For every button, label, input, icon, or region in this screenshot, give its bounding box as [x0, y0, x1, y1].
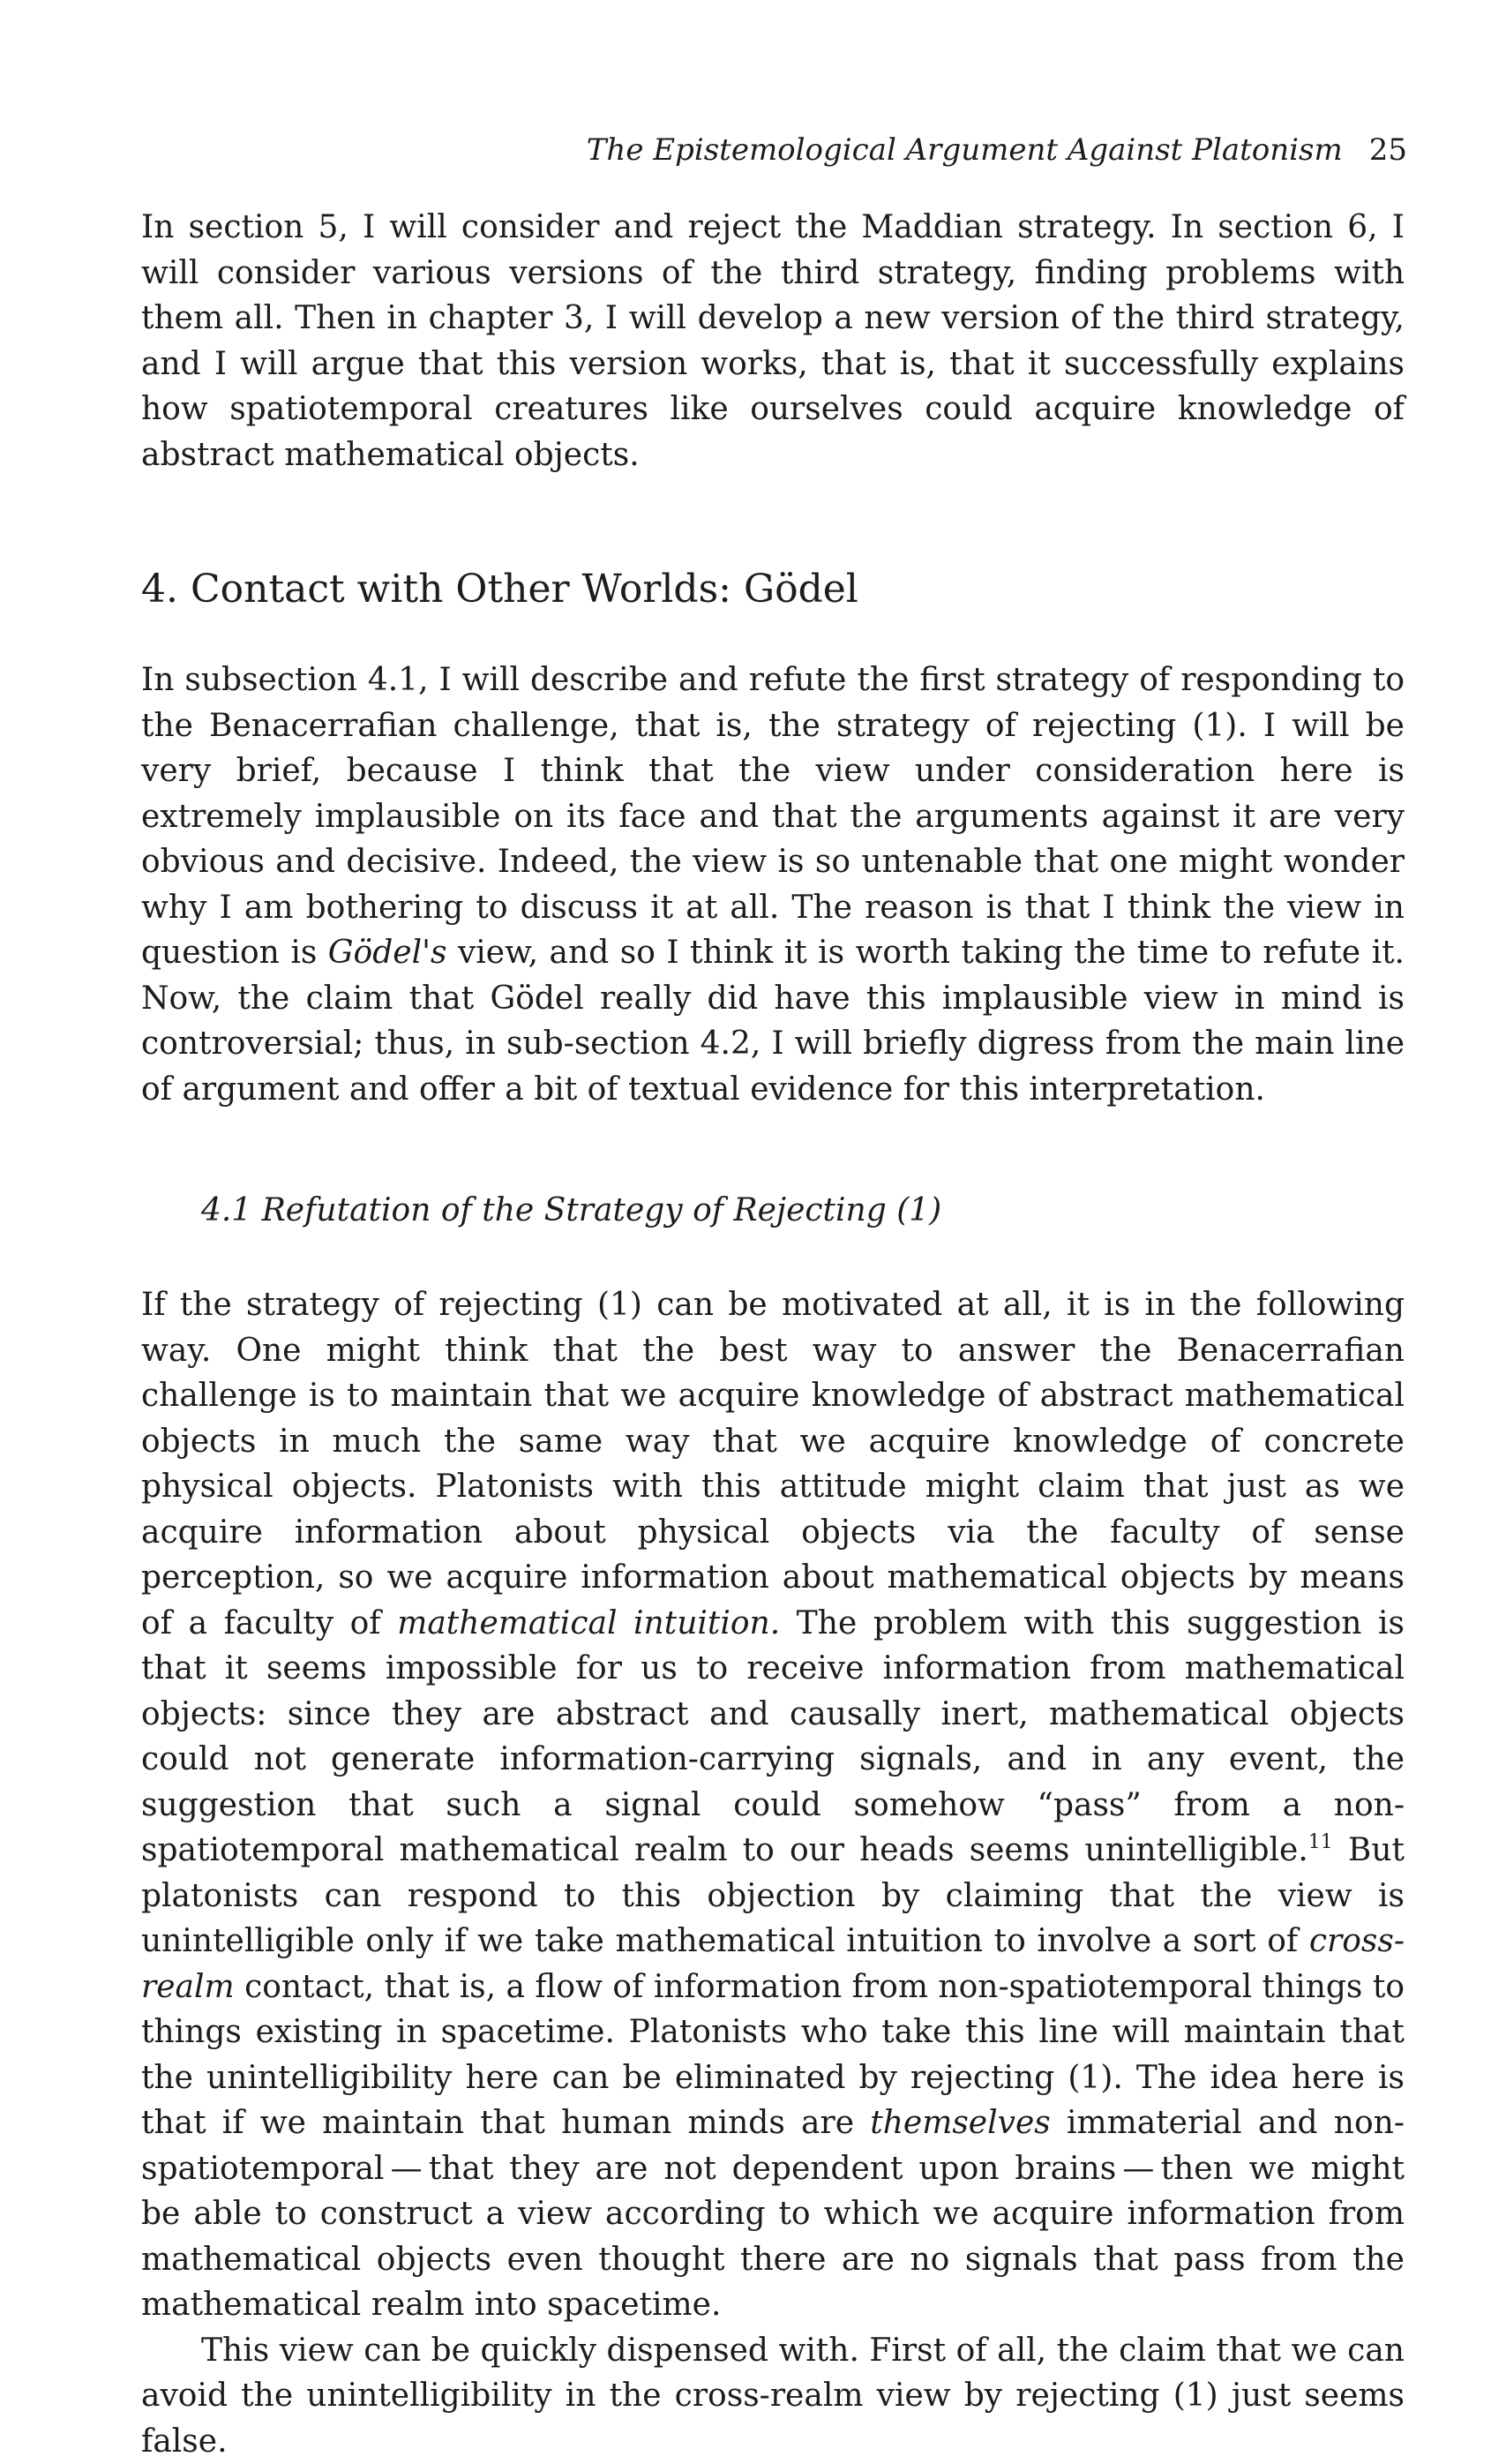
subsection-4-1-heading: 4.1 Refutation of the Strategy of Rejecting (1) [201, 1190, 941, 1232]
s41-text-2: The problem with this suggestion is that it seems impossible for us to receive information from mathematical objects: since they are abstract and causally inert, mathematical objects could not generate information-carrying signals, and in any event, the suggestion that such a signal could somehow “pass” from a non-spatiotemporal mathematical realm to our heads seems unintelligible. [141, 1605, 1405, 1869]
section-4-text-2: view, and so I think it is worth taking the time to refute it. Now, the claim that Gödel really did have this implausible view in mind is controversial; thus, in sub-section 4.2, I will briefly digress from the main line of argument and offer a bit of textual evidence for this interpretation. [141, 935, 1405, 1108]
running-head [587, 131, 1407, 169]
section-4-text-1: In subsection 4.1, I will describe and refute the first strategy of responding to the Benacerrafian challenge, that is, the strategy of rejecting (1). I will be very brief, because I think that the view under consideration here is extremely implausible on its face and that the arguments against it are very obvious and decisive. Indeed, the view is so untenable that one might wonder why I am bothering to discuss it at all. The reason is that I think the view in question is [141, 662, 1405, 971]
section-4-italic-godel: Gödel's [328, 935, 447, 971]
section-4-paragraph-block [141, 657, 1405, 1112]
section-4-paragraph [141, 657, 1405, 1112]
subsection-4-1-paragraph-2: This view can be quickly dispensed with. First of all, the claim that we can avoid the unintelligibility in the cross-realm view by rejecting (1) just seems false. [141, 2328, 1405, 2464]
s41-italic-themselves: themselves [870, 2105, 1051, 2141]
s41-text-1: If the strategy of rejecting (1) can be motivated at all, it is in the following way. One might think that the best way to answer the Benacerrafian challenge is to maintain that we acquire knowledge of abstract mathematical objects in much the same way that we acquire knowledge of concrete physical objects. Platonists with this attitude might claim that just as we acquire information about physical objects via the faculty of sense perception, so we acquire information about mathematical objects by means of a faculty of [141, 1287, 1405, 1641]
page-number: 25 [1369, 132, 1407, 168]
subsection-4-1-body [141, 1282, 1405, 2464]
s41-text-3: But platonists can respond to this objection by claiming that the view is unintelligible only if we take mathematical intuition to involve a sort of [141, 1832, 1405, 1959]
intro-paragraph-block [141, 205, 1405, 477]
s41-text-5: immaterial and non-spatiotemporal — that they are not dependent upon brains — then we might be able to construct a view according to which we acquire information from mathematical objects even thought there are no signals that pass from the mathematical realm into spacetime. [141, 2105, 1405, 2323]
s41-italic-cross-realm: cross-realm [141, 1923, 1405, 2005]
footnote-mark-11: 11 [1308, 1831, 1333, 1853]
subsection-4-1-paragraph-1 [141, 1282, 1405, 2328]
s41-text-4: contact, that is, a flow of information from non-spatiotemporal things to things existing in spacetime. Platonists who take this line will maintain that the unintelligibility here can be eliminated by rejecting (1). The idea here is that if we maintain that human minds are [141, 1969, 1405, 2142]
intro-paragraph: In section 5, I will consider and reject the Maddian strategy. In section 6, I will consider various versions of the third strategy, finding problems with them all. Then in chapter 3, I will develop a new version of the third strategy, and I will argue that this version works, that is, that it successfully explains how spatiotemporal creatures like ourselves could acquire knowledge of abstract mathematical objects. [141, 205, 1405, 477]
section-4-heading: 4. Contact with Other Worlds: Gödel [141, 565, 858, 614]
s41-italic-mathematical-intuition: mathematical intuition. [397, 1605, 780, 1641]
running-head-title: The Epistemological Argument Against Platonism [587, 132, 1343, 168]
